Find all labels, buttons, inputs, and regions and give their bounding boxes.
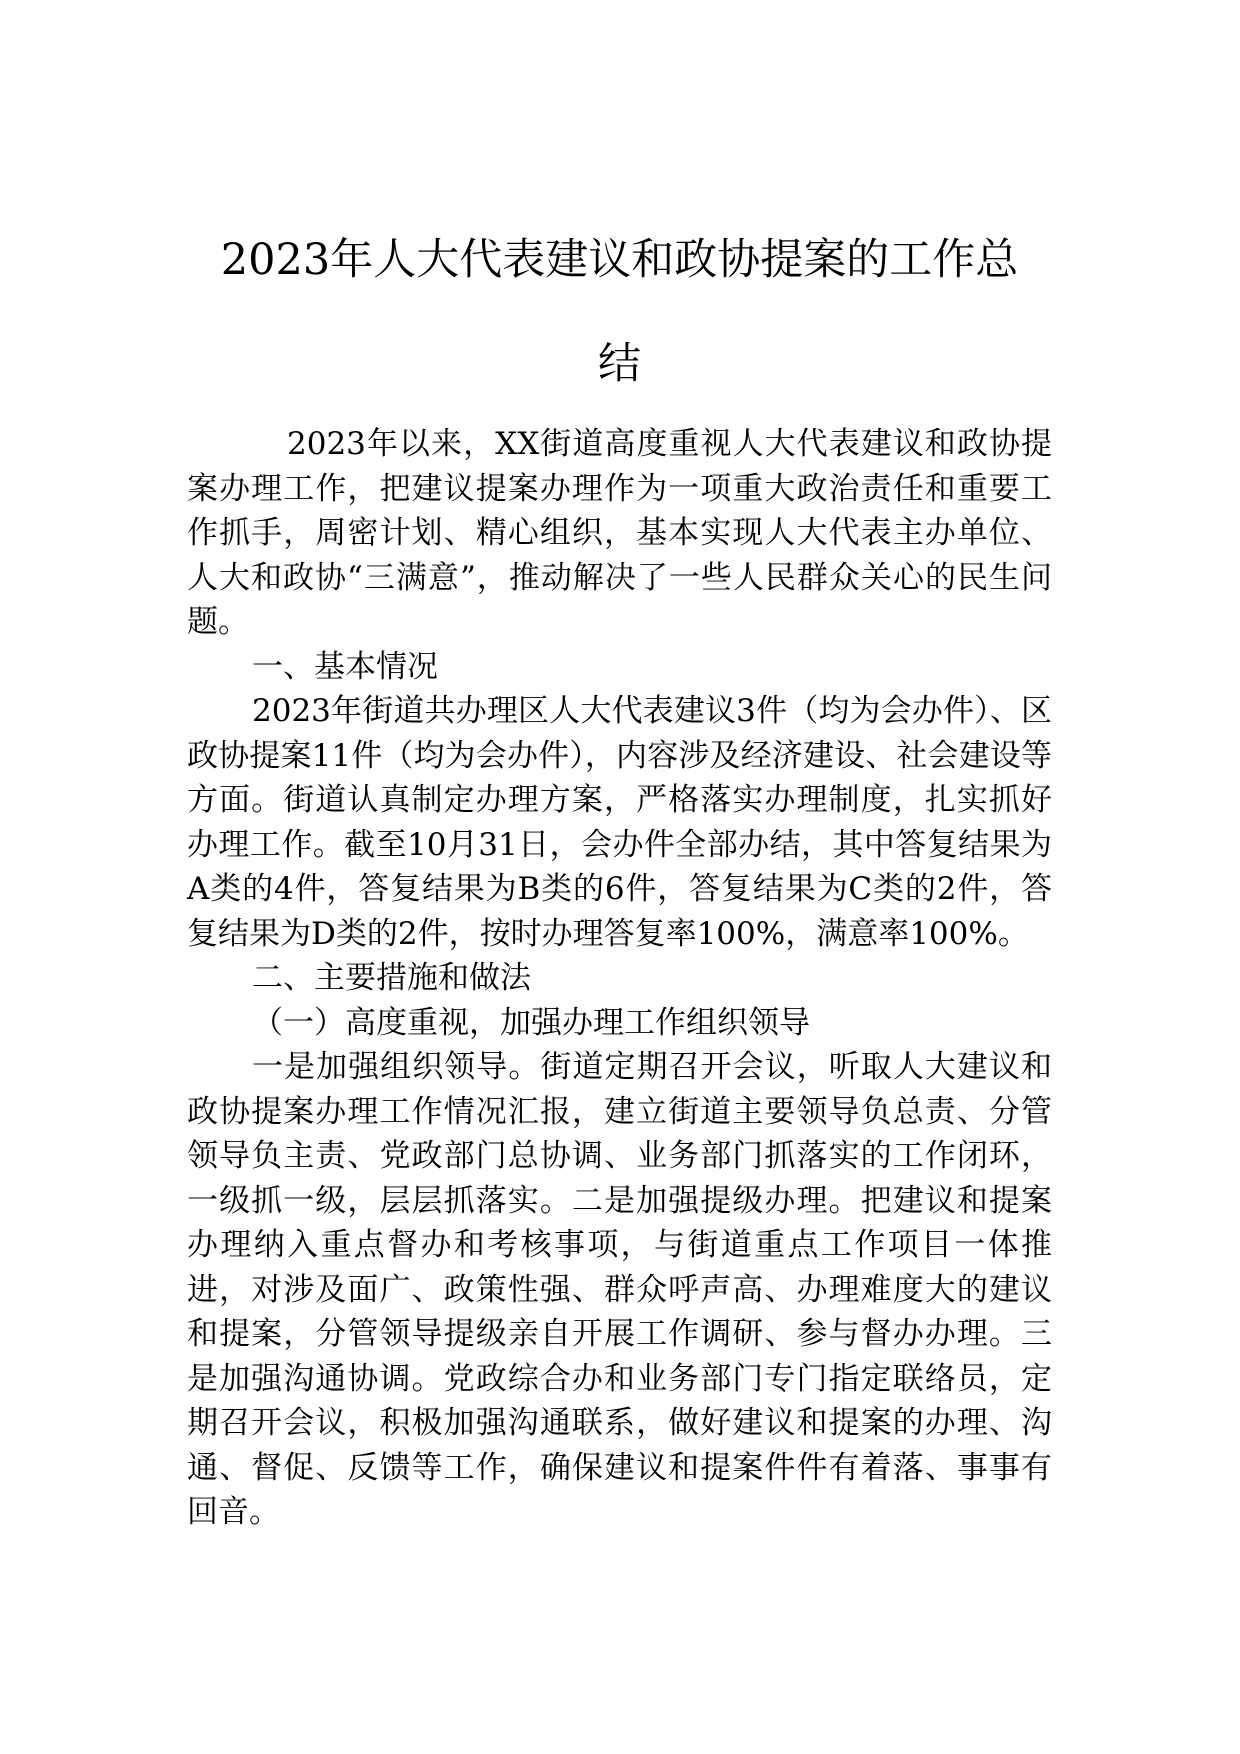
title-line-1: 2023年人大代表建议和政协提案的工作总 <box>220 235 1019 285</box>
section-heading-measures: 二、主要措施和做法 <box>252 960 531 996</box>
subsection-heading-1: （一）高度重视，加强办理工作组织领导 <box>252 1004 810 1041</box>
document-title <box>187 208 1052 416</box>
measures-paragraph: 一是加强组织领导。街道定期召开会议，听取人大建议和政协提案办理工作情况汇报，建立街道主要领导负总责、分管领导负主责、党政部门总协调、业务部门抓落实的工作闭环，一级抓一级，层层抓落实。二是加强提级办理。把建议和提案办理纳入重点督办和考核事项，与街道重点工作项目一体推进，对涉及面广、政策性强、群众呼声高、办理难度大的建议和提案，分管领导提级亲自开展工作调研、参与督办办理。三是加强沟通协调。党政综合办和业务部门专门指定联络员，定期召开会议，积极加强沟通联系，做好建议和提案的办理、沟通、督促、反馈等工作，确保建议和提案件件有着落、事事有回音。 <box>187 1049 1052 1530</box>
title-line-2: 结 <box>598 339 641 389</box>
intro-paragraph: 2023年以来，XX街道高度重视人大代表建议和政协提案办理工作，把建议提案办理作为一项重大政治责任和重要工作抓手，周密计划、精心组织，基本实现人大代表主办单位、人大和政协“三满意”，推动解决了一些人民群众关心的民生问题。 <box>187 426 1052 640</box>
section-heading-basic-situation: 一、基本情况 <box>252 648 438 685</box>
document-body <box>187 422 1052 1535</box>
basic-situation-paragraph: 2023年街道共办理区人大代表建议3件（均为会办件）、区政协提案11件（均为会办件），内容涉及经济建设、社会建设等方面。街道认真制定办理方案，严格落实办理制度，扎实抓好办理工作。截至10月31日，会办件全部办结，其中答复结果为A类的4件，答复结果为B类的6件，答复结果为C类的2件，答复结果为D类的2件，按时办理答复率100%，满意率100%。 <box>187 693 1052 952</box>
